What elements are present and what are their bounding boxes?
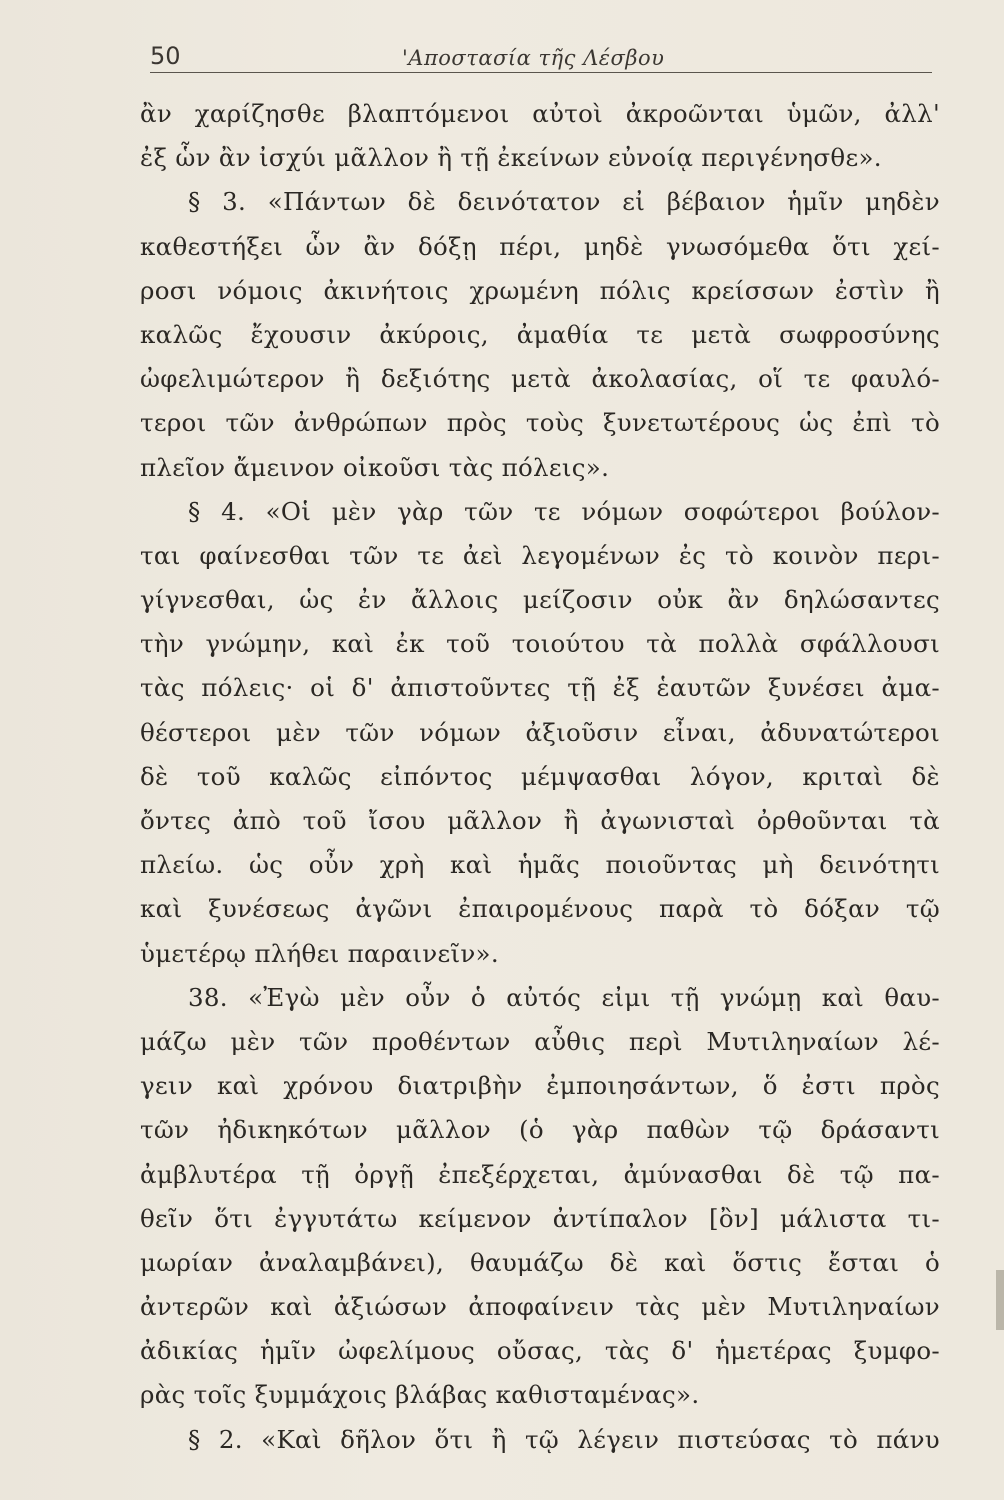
text-line: τεροι τῶν ἀνθρώπων πρὸς τοὺς ξυνετωτέρους ὡς ἐπὶ τὸ: [140, 408, 940, 438]
page-header: [150, 40, 940, 80]
text-line: § 4. «Οἱ μὲν γὰρ τῶν τε νόμων σοφώτεροι βούλον-: [188, 496, 940, 526]
text-line: ὠφελιμώτερον ἢ δεξιότης μετὰ ἀκολασίας, οἵ τε φαυλό-: [140, 364, 940, 394]
body-text: [140, 92, 940, 1462]
text-line: καὶ ξυνέσεως ἀγῶνι ἐπαιρομένους παρὰ τὸ δόξαν τῷ: [140, 894, 940, 924]
text-line: τὴν γνώμην, καὶ ἐκ τοῦ τοιούτου τὰ πολλὰ σφάλλουσι: [140, 629, 940, 659]
header-rule: [150, 72, 932, 73]
text-line: § 3. «Πάντων δὲ δεινότατον εἰ βέβαιον ἡμῖν μηδὲν: [188, 187, 940, 217]
text-line: ροσι νόμοις ἀκινήτοις χρωμένη πόλις κρείσσων ἐστὶν ἢ: [140, 275, 940, 305]
text-line: ἐξ ὧν ἂν ἰσχύι μᾶλλον ἢ τῇ ἐκείνων εὐνοίᾳ περιγένησθε».: [140, 143, 882, 173]
text-line: καθεστήξει ὧν ἂν δόξῃ πέρι, μηδὲ γνωσόμεθα ὅτι χεί-: [140, 231, 940, 261]
text-line: μωρίαν ἀναλαμβάνει), θαυμάζω δὲ καὶ ὅστις ἔσται ὁ: [140, 1247, 940, 1277]
text-line: τὰς πόλεις· οἱ δ' ἀπιστοῦντες τῇ ἐξ ἑαυτῶν ξυνέσει ἀμα-: [140, 673, 940, 703]
text-line: καλῶς ἔχουσιν ἀκύροις, ἀμαθία τε μετὰ σωφροσύνης: [140, 319, 940, 349]
text-line: θέστεροι μὲν τῶν νόμων ἀξιοῦσιν εἶναι, ἀδυνατώτεροι: [140, 717, 940, 747]
text-line: πλεῖον ἄμεινον οἰκοῦσι τὰς πόλεις».: [140, 452, 610, 482]
text-line: ἀντερῶν καὶ ἀξιώσων ἀποφαίνειν τὰς μὲν Μυτιληναίων: [140, 1292, 940, 1322]
text-line: 38. «Ἐγὼ μὲν οὖν ὁ αὐτός εἰμι τῇ γνώμῃ καὶ θαυ-: [188, 982, 940, 1012]
text-line: ἂν χαρίζησθε βλαπτόμενοι αὐτοὶ ἀκροῶνται ὑμῶν, ἀλλ': [140, 99, 940, 128]
text-line: μάζω μὲν τῶν προθέντων αὖθις περὶ Μυτιληναίων λέ-: [140, 1026, 940, 1056]
text-line: γειν καὶ χρόνου διατριβὴν ἐμποιησάντων, ὅ ἐστι πρὸς: [140, 1071, 940, 1101]
running-title: 'Αποστασία τῆς Λέσβου: [402, 46, 665, 70]
page-edge-mark: [996, 1270, 1004, 1330]
text-line: ται φαίνεσθαι τῶν τε ἀεὶ λεγομένων ἐς τὸ κοινὸν περι-: [140, 540, 940, 570]
text-line: ἀδικίας ἡμῖν ὠφελίμους οὔσας, τὰς δ' ἡμετέρας ξυμφο-: [140, 1336, 940, 1366]
text-line: ρὰς τοῖς ξυμμάχοις βλάβας καθισταμένας».: [140, 1380, 700, 1410]
text-line: ἀμβλυτέρα τῇ ὀργῇ ἐπεξέρχεται, ἀμύνασθαι δὲ τῷ πα-: [140, 1159, 940, 1189]
text-line: τῶν ἠδικηκότων μᾶλλον (ὁ γὰρ παθὼν τῷ δράσαντι: [140, 1115, 940, 1145]
text-line: δὲ τοῦ καλῶς εἰπόντος μέμψασθαι λόγον, κριταὶ δὲ: [140, 761, 940, 791]
text-line: θεῖν ὅτι ἐγγυτάτω κείμενον ἀντίπαλον [ὂν] μάλιστα τι-: [140, 1203, 940, 1233]
text-line: ὑμετέρῳ πλήθει παραινεῖν».: [140, 938, 499, 968]
text-line: πλείω. ὡς οὖν χρὴ καὶ ἡμᾶς ποιοῦντας μὴ δεινότητι: [140, 850, 940, 880]
page-number: 50: [150, 42, 181, 70]
text-line: § 2. «Καὶ δῆλον ὅτι ἢ τῷ λέγειν πιστεύσας τὸ πάνυ: [188, 1424, 940, 1454]
text-line: ὄντες ἀπὸ τοῦ ἴσου μᾶλλον ἢ ἀγωνισταὶ ὀρθοῦνται τὰ: [140, 806, 940, 835]
text-line: γίγνεσθαι, ὡς ἐν ἄλλοις μείζοσιν οὐκ ἂν δηλώσαντες: [140, 585, 940, 615]
